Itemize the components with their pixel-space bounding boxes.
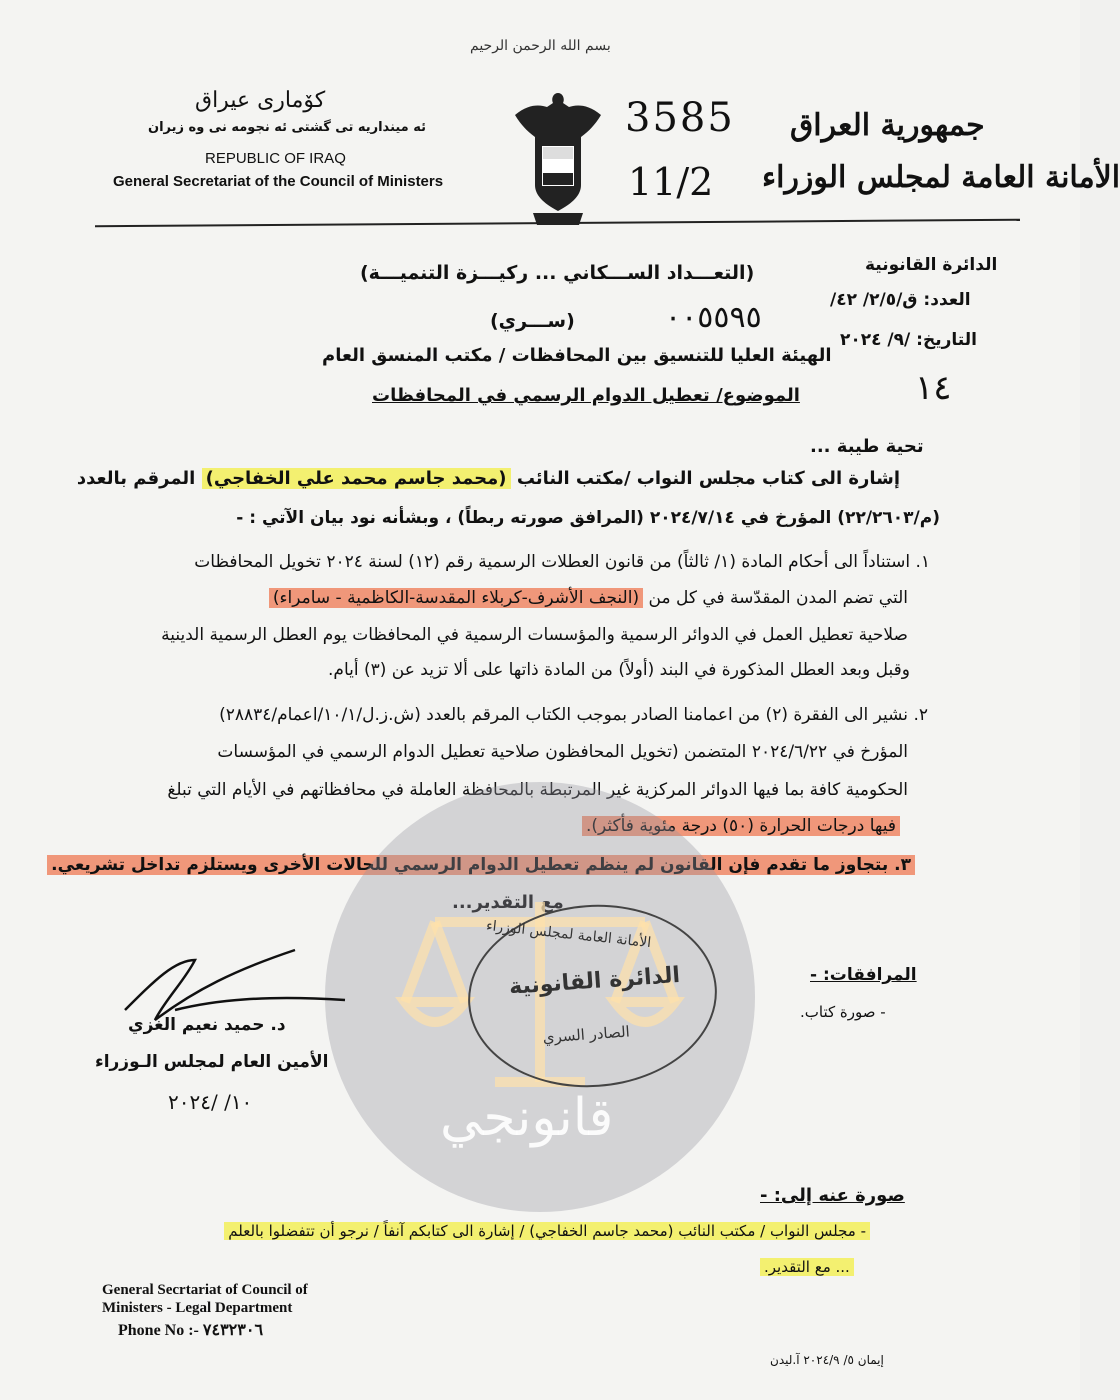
signature-date: ١٠/ /٢٠٢٤: [168, 1090, 253, 1114]
paragraph-2-line-2: المؤرخ في ٢٠٢٤/٦/٢٢ المتضمن (تخويل المحافظون صلاحية تعطيل الدوام الرسمي في المؤسسات: [217, 742, 908, 762]
kurdish-subtitle: ئه ‌مینداریه‌ تی گشتی ئه‌ نجومه‌ نی وه‌ زیران: [148, 120, 427, 135]
greeting: تحية طيبة ...: [810, 436, 924, 457]
signatory-name: د. حميد نعيم الغزي: [128, 1015, 286, 1035]
signatory-title: الأمين العام لمجلس الـوزراء: [95, 1052, 329, 1072]
kurdish-title: كۆماری عیراق: [195, 88, 326, 113]
stamp-line-3: الصادر السري: [542, 1022, 631, 1047]
attachments-label: المرافقات: -: [810, 965, 917, 985]
watermark-text: قانونجي: [440, 1088, 614, 1148]
copy-line-2: [760, 1258, 854, 1276]
copy-line-2-highlight: ... مع التقدير.: [760, 1258, 854, 1276]
handwritten-number: 3585: [625, 95, 735, 141]
temperature-highlight: فيها درجات الحرارة (٥٠) درجة مئوية فأكثر).: [582, 816, 900, 836]
paragraph-1-line-4: وقبل وبعد العطل المذكورة في البند (أولاً) من المادة ذاتها على ألا تزيد عن (٣) أيام.: [328, 660, 910, 680]
copy-label: صورة عنه إلى: -: [760, 1185, 905, 1206]
intro-text-a: إشارة الى كتاب مجلس النواب /مكتب النائب: [516, 468, 900, 489]
paragraph-1-line-1: ١. استناداً الى أحكام المادة (١/ ثالثاً) من قانون العطلات الرسمية رقم (١٢) لسنة ٢٠٢٤ تخويل المحافظات: [194, 552, 930, 572]
number-label: العدد: ق/٢/٥/ ٤٢/: [830, 290, 971, 310]
paragraph-2-line-1: ٢. نشير الى الفقرة (٢) من اعمامنا الصادر بموجب الكتاب المرقم بالعدد (ش.ز.ل/١٠/١/اعمام/٢٨٨٣٤): [219, 705, 928, 725]
arabic-secretariat: الأمانة العامة لمجلس الوزراء: [762, 160, 1120, 195]
paragraph-3-highlight: ٣. بتجاوز ما تقدم فإن القانون لم ينظم تعطيل الدوام الرسمي للحالات الأخرى ويستلزم تداخل تشريعي.: [47, 855, 915, 875]
footer-phone: Phone No :- ٧٤٣٢٣٠٦: [118, 1322, 264, 1339]
handwritten-day: ١٤: [915, 368, 952, 408]
intro-line-1: [76, 468, 900, 489]
invocation: بسم الله الرحمن الرحيم: [470, 38, 611, 54]
attachments-item: - صورة كتاب.: [800, 1003, 886, 1021]
iraq-eagle-emblem: [503, 85, 613, 235]
stamp-line-1: الأمانة العامة لمجلس الوزراء: [485, 917, 652, 952]
footer-line-1: General Secrtariat of Council of: [102, 1282, 308, 1298]
arabic-republic: جمهورية العراق: [790, 108, 985, 143]
english-secretariat: General Secretariat of the Council of Ministers: [113, 173, 444, 190]
stamp-line-2: الدائرة القانونية: [508, 962, 681, 1000]
slogan: (التعـــداد الســـكاني ... ركيـــزة التنميـــة): [360, 262, 755, 284]
holy-cities-highlight: (النجف الأشرف-كربلاء المقدسة-الكاظمية - سامراء): [269, 588, 643, 608]
typist-initials: إيمان ٥/ ٢٠٢٤/٩ آ.ليدن: [770, 1353, 884, 1367]
p1-text-a: التي تضم المدن المقدّسة في كل من: [648, 588, 908, 608]
subject: الموضوع/ تعطيل الدوام الرسمي في المحافظات: [372, 385, 800, 406]
paragraph-2-line-3: الحكومية كافة بما فيها الدوائر المركزية غير المرتبطة بالمحافظة العاملة في محافظاتهم في الأيام التي تبلغ: [167, 780, 908, 800]
paragraph-1-line-2: [118, 588, 908, 608]
handwritten-date: 11/2: [628, 160, 714, 204]
footer-line-2: Ministers - Legal Department: [102, 1300, 293, 1316]
copy-line-1: [130, 1222, 870, 1240]
department-label: الدائرة القانونية: [865, 255, 998, 275]
recipient: الهيئة العليا للتنسيق بين المحافظات / مكتب المنسق العام: [322, 345, 832, 366]
classification: (ســـري): [490, 310, 575, 332]
date-label: التاريخ: /٩/ ٢٠٢٤: [840, 330, 977, 350]
english-republic: REPUBLIC OF IRAQ: [205, 150, 346, 167]
copy-line-1-highlight: - مجلس النواب / مكتب النائب (محمد جاسم الخفاجي) / إشارة الى كتابكم آنفاً / نرجو أن تتفضلوا بالعلم: [224, 1222, 870, 1240]
serial-number: ٠٠٥٥٩٥: [665, 300, 762, 335]
paragraph-1-line-3: صلاحية تعطيل العمل في الدوائر الرسمية والمؤسسات الرسمية في المحافظات يوم العطل الرسمية الدينية: [161, 625, 908, 645]
intro-text-b: المرقم بالعدد: [76, 468, 196, 489]
intro-name-highlight: (محمد جاسم محمد علي الخفاجي): [202, 468, 511, 489]
closing: مع التقدير...: [452, 892, 564, 913]
intro-line-2: (م/٢٢/٢٦٠٣) المؤرخ في ٢٠٢٤/٧/١٤ (المرافق صورته ربطاً) ، وبشأنه نود بيان الآتي : -: [236, 508, 940, 528]
